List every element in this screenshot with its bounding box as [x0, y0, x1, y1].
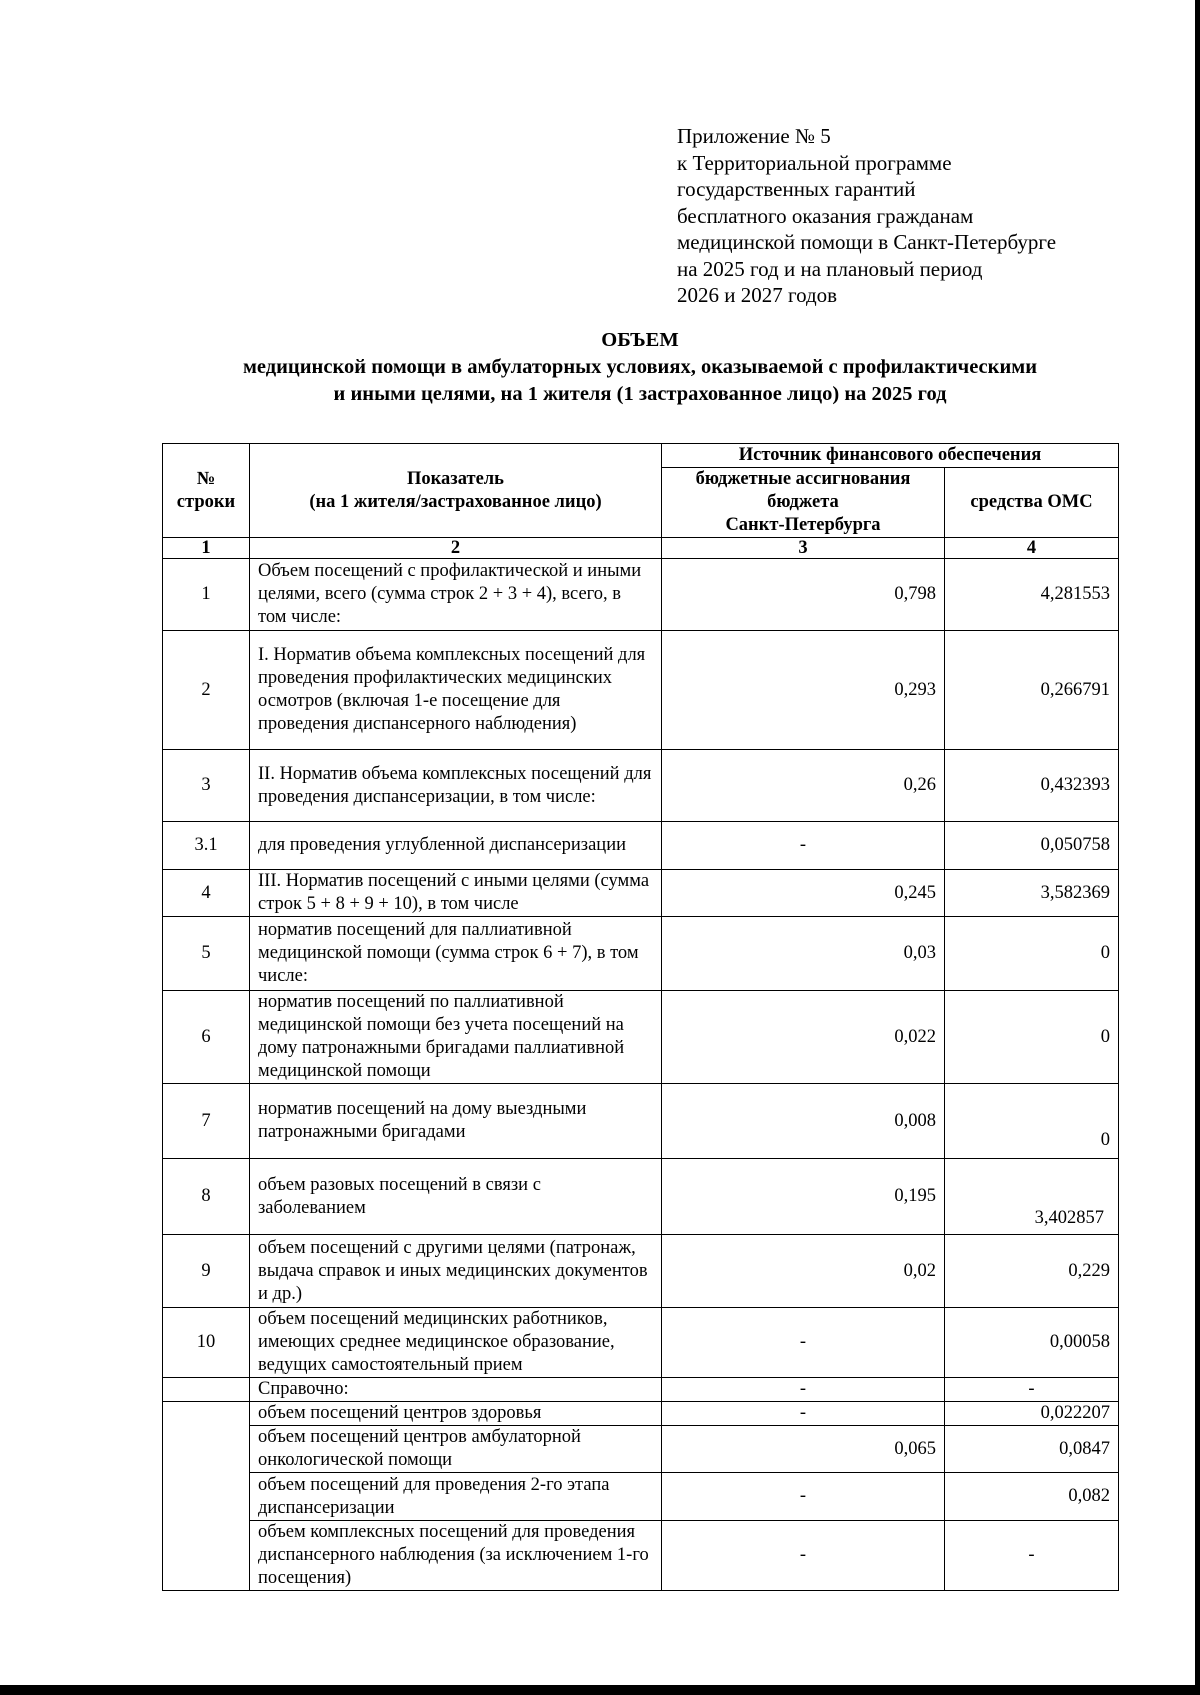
- table-row: [163, 631, 1119, 750]
- row-budget-value: 0,245: [662, 870, 945, 917]
- row-oms-value: 0,050758: [945, 822, 1119, 870]
- row-number: 3: [163, 750, 250, 822]
- title-line-2: медицинской помощи в амбулаторных условиях, оказываемой с профилактическими: [242, 356, 1038, 378]
- table-row: [163, 1159, 1119, 1235]
- row-budget-value: 0,065: [662, 1426, 945, 1473]
- row-budget-value: 0,03: [662, 917, 945, 991]
- row-number: 3.1: [163, 822, 250, 870]
- column-number: 1: [163, 538, 250, 559]
- row-number: 5: [163, 917, 250, 991]
- header-funding-source: Источник финансового обеспечения: [662, 444, 1119, 468]
- title-line-3: и иными целями, на 1 жителя (1 застрахованное лицо) на 2025 год: [333, 383, 947, 405]
- row-indicator: объем разовых посещений в связи с заболеванием: [250, 1159, 662, 1235]
- row-budget-value: 0,008: [662, 1084, 945, 1159]
- row-oms-value: 3,582369: [945, 870, 1119, 917]
- row-budget-value: 0,26: [662, 750, 945, 822]
- row-indicator: Объем посещений с профилактической и иными целями, всего (сумма строк 2 + 3 + 4), всего, в том числе:: [250, 559, 662, 631]
- row-number: 8: [163, 1159, 250, 1235]
- header-oms: средства ОМС: [945, 468, 1119, 538]
- table-row: [163, 1521, 1119, 1591]
- appendix-line: к Территориальной программе: [677, 150, 952, 175]
- row-oms-value: 0,0847: [945, 1426, 1119, 1473]
- row-indicator: объем комплексных посещений для проведения диспансерного наблюдения (за исключением 1-го посещения): [250, 1521, 662, 1591]
- row-number: 9: [163, 1235, 250, 1308]
- table-row: [163, 1235, 1119, 1308]
- row-indicator: объем посещений центров здоровья: [250, 1402, 662, 1426]
- appendix-line: Приложение № 5: [677, 124, 831, 148]
- row-oms-value: 4,281553: [945, 559, 1119, 631]
- appendix-line: медицинской помощи в Санкт-Петербурге: [677, 230, 1057, 254]
- row-oms-value: 0,00058: [945, 1308, 1119, 1378]
- row-number: 10: [163, 1308, 250, 1378]
- row-indicator: объем посещений для проведения 2-го этапа диспансеризации: [250, 1473, 662, 1521]
- row-indicator: объем посещений центров амбулаторной онкологической помощи: [250, 1426, 662, 1473]
- row-oms-value: 3,402857: [945, 1159, 1119, 1235]
- column-number: 4: [945, 538, 1119, 559]
- row-number: 7: [163, 1084, 250, 1159]
- row-budget-value: -: [662, 822, 945, 870]
- row-oms-value: 0,266791: [945, 631, 1119, 750]
- row-oms-value: 0,022207: [945, 1402, 1119, 1426]
- column-number: 2: [250, 538, 662, 559]
- row-indicator: объем посещений с другими целями (патронаж, выдача справок и иных медицинских документов и др.): [250, 1235, 662, 1308]
- table-row: [163, 1402, 1119, 1426]
- header-indicator: Показатель (на 1 жителя/застрахованное лицо): [250, 444, 662, 538]
- row-number: 2: [163, 631, 250, 750]
- row-oms-value: 0: [945, 1084, 1119, 1159]
- row-indicator: норматив посещений на дому выездными патронажными бригадами: [250, 1084, 662, 1159]
- table-row: [163, 559, 1119, 631]
- row-oms-value: -: [945, 1378, 1119, 1402]
- table-row: [163, 822, 1119, 870]
- row-oms-value: 0: [945, 991, 1119, 1084]
- document-title: [150, 327, 1130, 408]
- appendix-note: [677, 123, 1056, 309]
- row-oms-value: -: [945, 1521, 1119, 1591]
- title-line-1: ОБЪЕМ: [601, 329, 679, 351]
- row-budget-value: 0,195: [662, 1159, 945, 1235]
- row-budget-value: -: [662, 1378, 945, 1402]
- row-budget-value: 0,022: [662, 991, 945, 1084]
- row-budget-value: -: [662, 1402, 945, 1426]
- appendix-line: на 2025 год и на плановый период: [677, 256, 983, 281]
- row-number: 1: [163, 559, 250, 631]
- row-indicator: I. Норматив объема комплексных посещений для проведения профилактических медицинских осмотров (включая 1-е посещение для проведения диспансерного наблюдения): [250, 631, 662, 750]
- table-row: [163, 1426, 1119, 1473]
- table-row: [163, 991, 1119, 1084]
- table-row: [163, 917, 1119, 991]
- row-number: 4: [163, 870, 250, 917]
- header-row-number: № строки: [163, 444, 250, 538]
- row-budget-value: -: [662, 1473, 945, 1521]
- appendix-line: 2026 и 2027 годов: [677, 283, 838, 307]
- table-row: [163, 1084, 1119, 1159]
- row-budget-value: 0,293: [662, 631, 945, 750]
- row-number: [163, 1402, 250, 1591]
- row-budget-value: 0,798: [662, 559, 945, 631]
- table-row: [163, 750, 1119, 822]
- row-number: 6: [163, 991, 250, 1084]
- appendix-line: бесплатного оказания гражданам: [677, 203, 974, 228]
- row-number: [163, 1378, 250, 1402]
- row-oms-value: 0,432393: [945, 750, 1119, 822]
- row-indicator: для проведения углубленной диспансеризации: [250, 822, 662, 870]
- column-number: 3: [662, 538, 945, 559]
- row-indicator: норматив посещений для паллиативной медицинской помощи (сумма строк 6 + 7), в том числе:: [250, 917, 662, 991]
- row-oms-value: 0: [945, 917, 1119, 991]
- row-budget-value: 0,02: [662, 1235, 945, 1308]
- row-budget-value: -: [662, 1308, 945, 1378]
- page-edge-right: [1195, 0, 1200, 1695]
- page-edge-bottom: [0, 1685, 1200, 1695]
- header-budget: бюджетные ассигнования бюджета Санкт-Петербурга: [662, 468, 945, 538]
- row-indicator: объем посещений медицинских работников, имеющих среднее медицинское образование, ведущих самостоятельный прием: [250, 1308, 662, 1378]
- row-indicator: норматив посещений по паллиативной медицинской помощи без учета посещений на дому патронажными бригадами паллиативной медицинской помощи: [250, 991, 662, 1084]
- appendix-line: государственных гарантий: [677, 177, 916, 201]
- row-indicator: II. Норматив объема комплексных посещений для проведения диспансеризации, в том числе:: [250, 750, 662, 822]
- table-row: [163, 1308, 1119, 1378]
- row-oms-value: 0,082: [945, 1473, 1119, 1521]
- row-oms-value: 0,229: [945, 1235, 1119, 1308]
- table-row: [163, 870, 1119, 917]
- row-indicator: III. Норматив посещений с иными целями (сумма строк 5 + 8 + 9 + 10), в том числе: [250, 870, 662, 917]
- volume-table: [162, 443, 1119, 1591]
- table-row: [163, 1378, 1119, 1402]
- row-indicator: Справочно:: [250, 1378, 662, 1402]
- table-row: [163, 1473, 1119, 1521]
- row-budget-value: -: [662, 1521, 945, 1591]
